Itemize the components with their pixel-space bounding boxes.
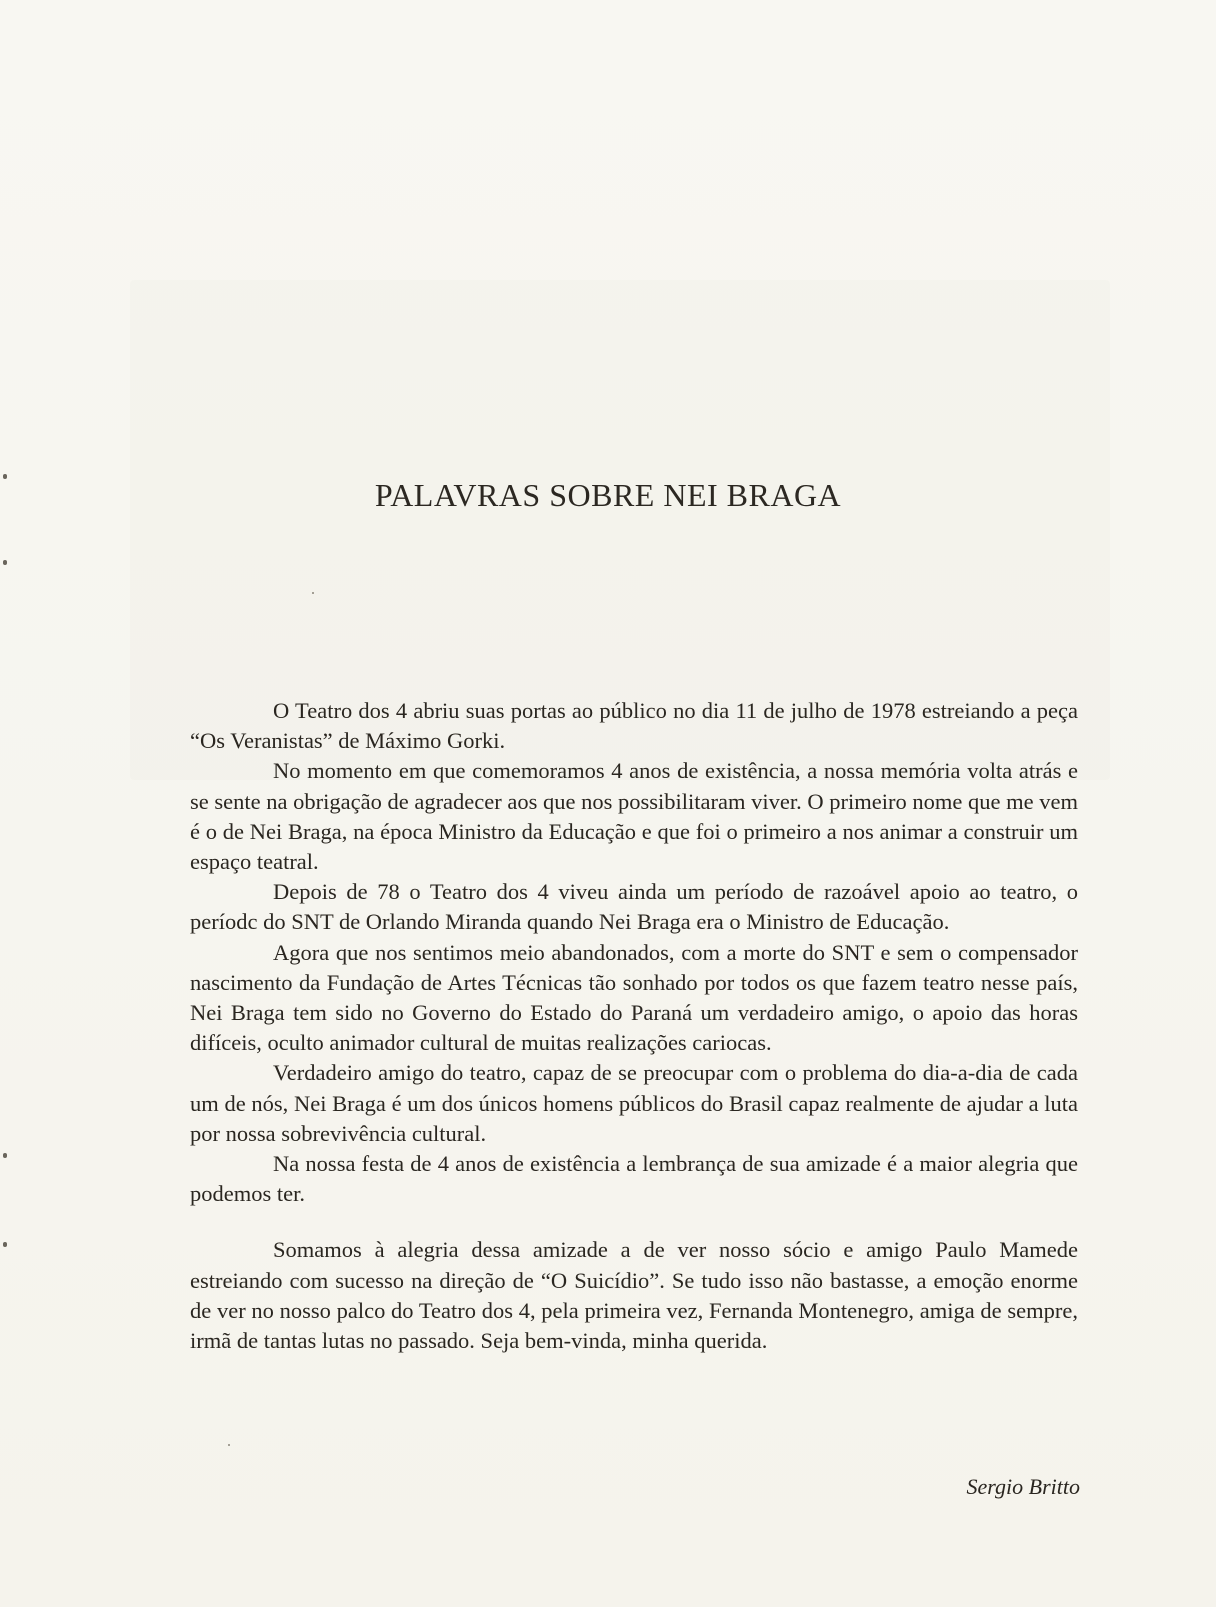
paragraph: Depois de 78 o Teatro dos 4 viveu ainda um período de razoável apoio ao teatro, o períodc do SNT de Orlando Miranda quando Nei Braga era o Ministro de Educação. [190,879,1078,935]
paragraph: Verdadeiro amigo do teatro, capaz de se preocupar com o problema do dia-a-dia de cada um de nós, Nei Braga é um dos únicos homens públicos do Brasil capaz realmente de ajudar a luta por nossa sobrevivência cultural. [190,1060,1078,1146]
paragraph: O Teatro dos 4 abriu suas portas ao público no dia 11 de julho de 1978 estreiando a peça “Os Veranistas” de Máximo Gorki. [190,698,1078,754]
paragraph: Somamos à alegria dessa amizade a de ver nosso sócio e amigo Paulo Mamede estreiando com sucesso na direção de “O Suicídio”. Se tudo isso não bastasse, a emoção enorme de ver no nosso palco do Teatro dos 4, pela primeira vez, Fernanda Montenegro, amiga de sempre, irmã de tantas lutas no passado. Seja bem-vinda, minha querida. [190,1237,1078,1354]
author-signature: Sergio Britto [966,1474,1080,1499]
paragraph: Agora que nos sentimos meio abandonados, com a morte do SNT e sem o compensador nascimento da Fundação de Artes Técnicas tão sonhado por todos os que fazem teatro nesse país, Nei Braga tem sido no Governo do Estado do Paraná um verdadeiro amigo, o apoio das horas difíceis, oculto animador cultural de muitas realizações cariocas. [190,939,1078,1056]
page-title: PALAVRAS SOBRE NEI BRAGA [374,477,842,513]
paper-speck [312,592,314,594]
binding-hole-mark [3,1153,7,1158]
paragraph: Na nossa festa de 4 anos de existência a lembrança de sua amizade é a maior alegria que podemos ter. [190,1151,1078,1207]
article-body [190,696,1078,1356]
paper-speck [228,1444,230,1446]
binding-hole-mark [3,1242,7,1247]
paragraph: No momento em que comemoramos 4 anos de existência, a nossa memória volta atrás e se sente na obrigação de agradecer aos que nos possibilitaram viver. O primeiro nome que me vem é o de Nei Braga, na época Ministro da Educação e que foi o primeiro a nos animar a construir um espaço teatral. [190,758,1078,875]
binding-hole-mark [3,560,7,565]
